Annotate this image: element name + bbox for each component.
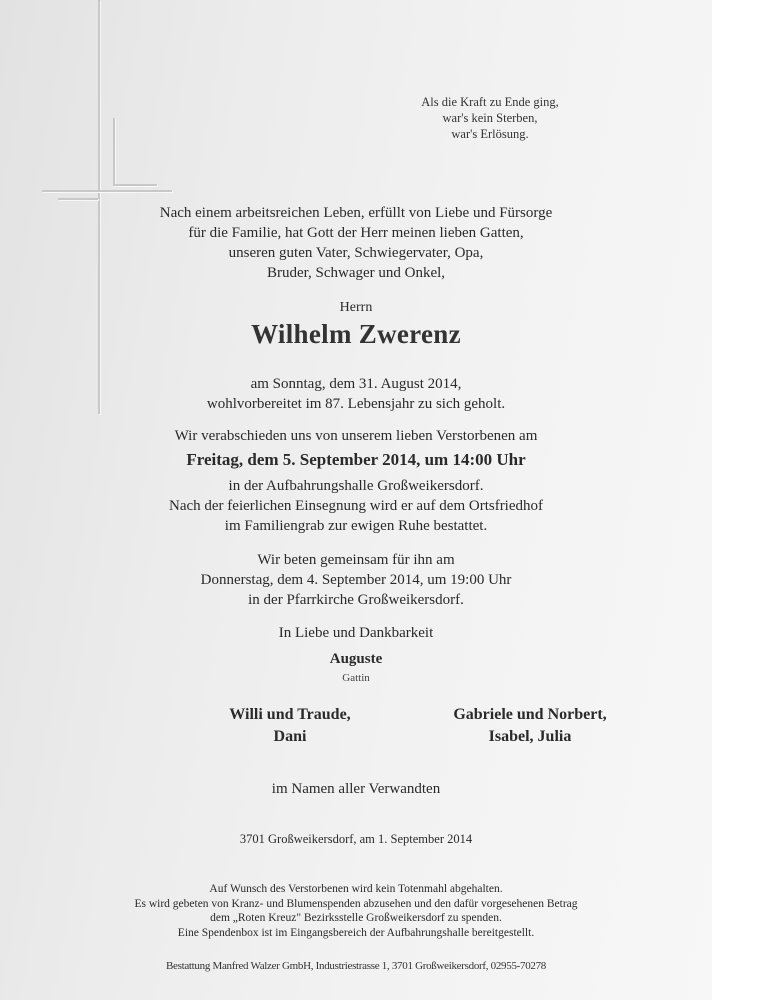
- intro-text: Nach einem arbeitsreichen Leben, erfüllt von Liebe und Fürsorge für die Familie, hat Gott der Herr meinen lieben Gatten, unseren guten Vater, Schwiegervater, Opa, Bruder, Schwager und Onkel,: [159, 205, 553, 281]
- widow-name: Auguste: [329, 651, 383, 667]
- notice-text: Auf Wunsch des Verstorbenen wird kein Totenmahl abgehalten. Es wird gebeten von Kranz- und Blumenspenden abzusehen und den dafür vorgesehenen Betrag dem „Roten Kreuz" Bezirksstelle Großweikersdorf zu spenden. Eine Spendenbox ist im Eingangsbereich der Aufbahrungshalle bereitgestellt.: [134, 883, 578, 939]
- prayer-text: Wir beten gemeinsam für ihn am Donnerstag, dem 4. September 2014, um 19:00 Uhr in der Pfarrkirche Großweikersdorf.: [200, 552, 512, 608]
- death-text: am Sonntag, dem 31. August 2014, wohlvorbereitet im 87. Lebensjahr zu sich geholt.: [206, 376, 506, 412]
- farewell-text: Wir verabschieden uns von unserem lieben Verstorbenen am: [174, 428, 538, 444]
- place-date: 3701 Großweikersdorf, am 1. September 2014: [239, 832, 473, 846]
- closing-text: In Liebe und Dankbarkeit: [278, 625, 434, 641]
- funeral-date: Freitag, dem 5. September 2014, um 14:00 Uhr: [186, 450, 526, 469]
- children-right: Gabriele und Norbert, Isabel, Julia: [453, 706, 607, 745]
- hall-text: in der Aufbahrungshalle Großweikersdorf. Nach der feierlichen Einsegnung wird er auf dem Ortsfriedhof im Familiengrab zur ewigen Ruhe bestattet.: [168, 478, 544, 534]
- deceased-name: Wilhelm Zwerenz: [251, 319, 461, 349]
- widow-role: Gattin: [342, 672, 370, 684]
- relatives-text: im Namen aller Verwandten: [271, 781, 441, 797]
- children-left: Willi und Traude, Dani: [229, 706, 351, 745]
- undertaker-info: Bestattung Manfred Walzer GmbH, Industriestrasse 1, 3701 Großweikersdorf, 02955-70278: [165, 960, 547, 972]
- salutation: Herrn: [339, 300, 373, 315]
- motto: Als die Kraft zu Ende ging, war's kein Sterben, war's Erlösung.: [421, 95, 559, 141]
